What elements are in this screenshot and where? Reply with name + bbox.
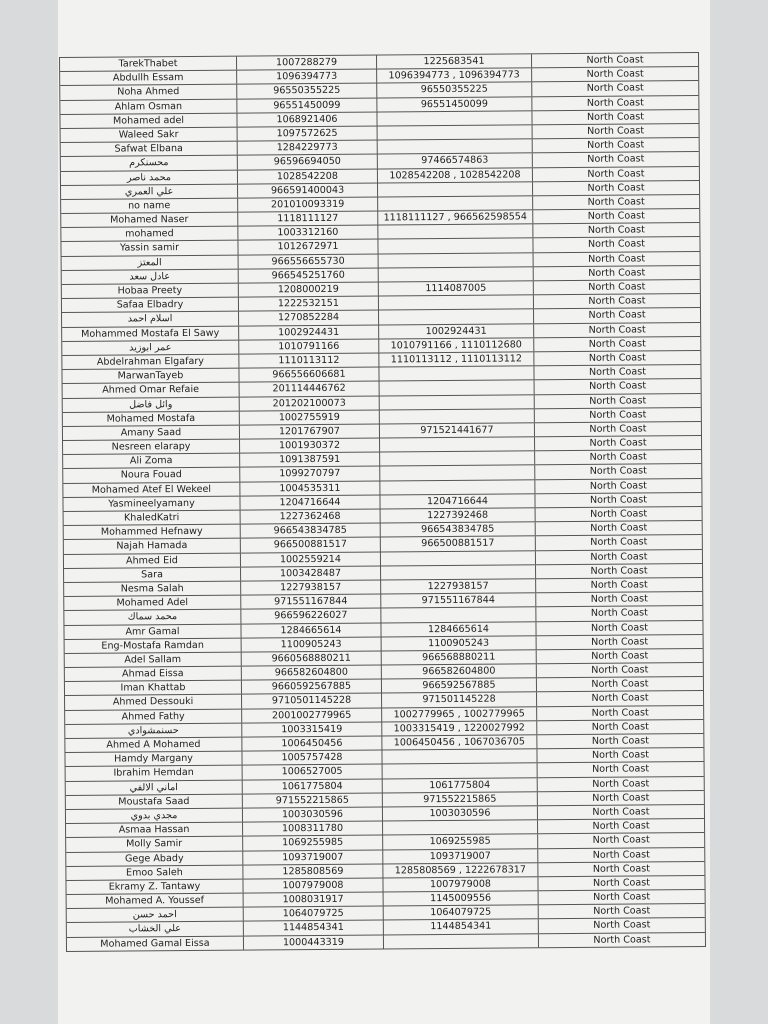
primary-phone-cell: 1003030596 [242,807,382,821]
secondary-phone-cell: 971551167844 [380,593,535,607]
area-cell: North Coast [535,535,702,549]
primary-phone-cell: 1006527005 [242,765,382,779]
primary-phone-cell: 1028542208 [237,169,377,183]
contact-name-cell: Mohamed Mostafa [106,412,196,425]
secondary-phone-cell [379,452,534,466]
primary-phone-cell: 1010791166 [238,339,378,353]
primary-phone-cell: 1002755919 [239,410,379,424]
secondary-phone-cell: 966592567885 [381,679,536,693]
contact-name-cell: Noura Fouad [120,469,182,481]
contact-name-cell: Mohamed adel [112,114,185,127]
primary-phone-cell: 9710501145228 [241,694,381,708]
area-cell: North Coast [532,181,699,195]
area-cell: North Coast [533,337,700,351]
contact-name-cell: Nesreen elarapy [111,441,191,453]
primary-phone-cell: 96550355225 [236,84,376,98]
contact-name-cell: Eng-Mostafa Ramdan [101,639,204,652]
primary-phone-cell: 1061775804 [242,779,382,793]
secondary-phone-cell: 971521441677 [379,423,534,437]
area-cell: North Coast [538,904,705,918]
area-cell: North Coast [533,365,700,379]
primary-phone-cell: 1110113112 [238,353,378,367]
secondary-phone-cell [379,409,534,423]
primary-phone-cell: 1012672971 [237,240,377,254]
primary-phone-cell: 1201767907 [239,424,379,438]
contact-name-cell: MarwanTayeb [117,370,184,382]
secondary-phone-cell: 1003315419 , 1220027992 [381,721,536,735]
area-cell: North Coast [537,805,704,819]
area-cell: North Coast [533,266,700,280]
secondary-phone-cell: 1028542208 , 1028542208 [377,168,532,182]
primary-phone-cell: 1096394773 [236,70,376,84]
secondary-phone-cell [380,565,535,579]
area-cell: North Coast [537,791,704,805]
contact-name-cell: Mohamed Adel [116,597,189,609]
secondary-phone-cell: 1006450456 , 1067036705 [381,735,536,749]
secondary-phone-cell [383,934,538,948]
contact-name-cell: mohamed [125,228,174,240]
secondary-phone-cell: 1144854341 [383,920,538,934]
contact-name-cell: Ahmed Dessouki [112,696,194,709]
secondary-phone-cell: 96550355225 [376,83,531,97]
primary-phone-cell: 1003428487 [240,566,380,580]
area-cell: North Coast [535,550,702,564]
secondary-phone-cell [379,381,534,395]
primary-phone-cell: 96596694050 [237,155,377,169]
area-cell: North Coast [537,876,704,890]
contact-name-cell: Adel Sallam [124,653,182,666]
secondary-phone-cell [378,267,533,281]
contact-name-cell: عمر ابوزيد [129,341,172,354]
secondary-phone-cell: 1002924431 [378,324,533,338]
secondary-phone-cell: 97466574863 [377,154,532,168]
contact-name-cell: Mohamed A. Youssef [105,894,205,907]
primary-phone-cell: 971552215865 [242,793,382,807]
primary-phone-cell: 1100905243 [241,637,381,651]
secondary-phone-cell: 1227938157 [380,579,535,593]
secondary-phone-cell: 966582604800 [381,664,536,678]
contact-name-cell: Mohamed Naser [110,214,189,226]
contact-name-cell: Ahmed Eid [125,554,178,567]
primary-phone-cell: 1064079725 [243,907,383,921]
secondary-phone-cell: 96551450099 [376,97,531,111]
secondary-phone-cell: 1225683541 [376,54,531,68]
area-cell: North Coast [537,862,704,876]
secondary-phone-cell [379,480,534,494]
contact-name-cell: علي العمري [124,185,174,198]
area-cell: North Coast [535,564,702,578]
secondary-phone-cell: 966500881517 [380,537,535,551]
primary-phone-cell: 1222532151 [238,297,378,311]
primary-phone-cell: 966582604800 [241,666,381,680]
secondary-phone-cell [376,111,531,125]
area-cell: North Coast [535,620,702,634]
area-cell: North Coast [537,833,704,847]
secondary-phone-cell: 1002779965 , 1002779965 [381,707,536,721]
area-cell: North Coast [536,649,703,663]
contact-name-cell: محمد سماك [127,611,178,623]
contact-name-cell: Amr Gamal [125,625,180,637]
contact-name-cell: TarekThabet [118,58,178,70]
area-cell: North Coast [536,635,703,649]
primary-phone-cell: 1091387591 [239,453,379,467]
primary-phone-cell: 1000443319 [243,935,383,949]
secondary-phone-cell: 1285808569 , 1222678317 [382,863,537,877]
secondary-phone-cell: 971552215865 [382,792,537,806]
area-cell: North Coast [533,351,700,365]
contact-name-cell: Safaa Elbadry [116,299,184,311]
contact-name-cell: عادل سعد [129,270,171,283]
primary-phone-cell: 971551167844 [240,595,380,609]
primary-phone-cell: 1068921406 [236,112,376,126]
area-cell: North Coast [534,493,701,507]
area-cell: North Coast [538,933,705,947]
secondary-phone-cell: 1284665614 [380,622,535,636]
secondary-phone-cell [380,551,535,565]
area-cell: North Coast [536,691,703,705]
secondary-phone-cell [377,196,532,210]
contact-name-cell: Mohamed Gamal Eissa [100,937,210,950]
secondary-phone-cell: 1145009556 [383,891,538,905]
contact-name-cell: Noha Ahmed [117,86,180,98]
area-cell: North Coast [534,408,701,422]
primary-phone-cell: 1118111127 [237,212,377,226]
secondary-phone-cell [378,310,533,324]
contact-name-cell: Mohammed Mostafa El Sawy [81,327,220,340]
contact-name-cell: Amany Saad [120,426,182,439]
primary-phone-cell: 1003315419 [241,722,381,736]
secondary-phone-cell: 1100905243 [381,636,536,650]
area-cell: North Coast [531,81,698,95]
area-cell: North Coast [532,166,699,180]
area-cell: North Coast [533,323,700,337]
area-cell: North Coast [535,507,702,521]
secondary-phone-cell [379,466,534,480]
primary-phone-cell: 966591400043 [237,183,377,197]
secondary-phone-cell [381,749,536,763]
contact-name-cell: Moustafa Saad [118,795,190,808]
contact-name-cell: Asmaa Hassan [118,824,190,836]
secondary-phone-cell: 1007979008 [382,877,537,891]
contact-name-cell: no name [128,200,171,212]
contact-name-cell: علي الخشاب [128,923,182,935]
area-cell: North Coast [533,252,700,266]
primary-phone-cell: 1006450456 [241,736,381,750]
area-cell: North Coast [532,152,699,166]
area-cell: North Coast [534,479,701,493]
contact-name-cell: Najah Hamada [116,540,188,552]
primary-phone-cell: 1003312160 [237,226,377,240]
contact-name-cell: Ibrahim Hemdan [113,767,194,779]
contact-name-cell: Ali Zoma [129,455,173,467]
area-cell: North Coast [536,706,703,720]
contact-name-cell: Yassin samir [119,242,180,254]
primary-phone-cell: 1002559214 [240,552,380,566]
secondary-phone-cell [377,139,532,153]
area-cell: North Coast [534,379,701,393]
primary-phone-cell: 9660592567885 [241,680,381,694]
primary-phone-cell: 1270852284 [238,311,378,325]
area-cell: North Coast [536,720,703,734]
secondary-phone-cell: 1204716644 [379,494,534,508]
primary-phone-cell: 1005757428 [241,751,381,765]
secondary-phone-cell: 1227392468 [380,508,535,522]
area-cell: North Coast [532,209,699,223]
contact-name-cell: حسنمشوادي [127,724,179,737]
contact-name-cell: Iman Khattab [120,682,186,694]
secondary-phone-cell: 1010791166 , 1110112680 [378,338,533,352]
area-cell: North Coast [538,918,705,932]
contact-name-cell: المعتز [137,256,162,269]
area-cell: North Coast [535,578,702,592]
secondary-phone-cell [378,295,533,309]
contact-name-cell: Ahmad Eissa [121,668,184,680]
primary-phone-cell: 1144854341 [243,921,383,935]
contact-name-cell: Hobaa Preety [117,285,183,297]
area-cell: North Coast [536,677,703,691]
primary-phone-cell: 1204716644 [239,495,379,509]
secondary-phone-cell: 971501145228 [381,693,536,707]
contact-name-cell: KhaledKatri [123,512,180,524]
secondary-phone-cell [377,225,532,239]
secondary-phone-cell: 1118111127 , 966562598554 [377,210,532,224]
primary-phone-cell: 1001930372 [239,439,379,453]
primary-phone-cell: 201202100073 [239,396,379,410]
area-cell: North Coast [536,734,703,748]
area-cell: North Coast [532,195,699,209]
primary-phone-cell: 1007288279 [236,56,376,70]
secondary-phone-cell: 1061775804 [382,778,537,792]
area-cell: North Coast [536,663,703,677]
contact-name-cell: Molly Samir [126,838,183,850]
area-cell: North Coast [535,592,702,606]
primary-phone-cell: 966500881517 [240,538,380,552]
primary-phone-cell: 966596226027 [240,609,380,623]
secondary-phone-cell: 1114087005 [378,281,533,295]
contact-name-cell: Yasmineelyamany [108,497,195,510]
area-cell: North Coast [532,237,699,251]
secondary-phone-cell [377,125,532,139]
primary-phone-cell: 1004535311 [239,481,379,495]
area-cell: North Coast [537,819,704,833]
primary-phone-cell: 96551450099 [236,98,376,112]
primary-phone-cell: 2001002779965 [241,708,381,722]
area-cell: North Coast [533,280,700,294]
primary-phone-cell: 966543834785 [240,524,380,538]
area-cell: North Coast [531,110,698,124]
secondary-phone-cell: 1093719007 [382,849,537,863]
primary-phone-cell: 1093719007 [242,850,382,864]
contact-name-cell: Abdelrahman Elgafary [96,355,205,368]
contact-name-cell: Ahmed Fathy [121,710,185,723]
secondary-phone-cell: 966568880211 [381,650,536,664]
primary-phone-cell: 1099270797 [239,467,379,481]
primary-phone-cell: 9660568880211 [241,651,381,665]
secondary-phone-cell [379,437,534,451]
area-cell: North Coast [538,890,705,904]
contact-name-cell: Nesma Salah [120,582,184,595]
primary-phone-cell: 1008031917 [243,893,383,907]
contact-name-cell: Ahmed A Mohamed [106,738,201,751]
contact-name-cell: اسلام احمد [127,313,173,325]
area-cell: North Coast [535,521,702,535]
primary-phone-cell: 1284229773 [237,141,377,155]
secondary-phone-cell [378,253,533,267]
area-cell: North Coast [534,436,701,450]
primary-phone-cell: 1227362468 [240,509,380,523]
primary-phone-cell: 201010093319 [237,197,377,211]
area-cell: North Coast [532,138,699,152]
secondary-phone-cell: 1069255985 [382,835,537,849]
contact-table [59,52,706,952]
primary-phone-cell: 966545251760 [238,268,378,282]
secondary-phone-cell [377,239,532,253]
area-cell: North Coast [536,748,703,762]
primary-phone-cell: 1285808569 [242,864,382,878]
area-cell: North Coast [534,464,701,478]
primary-phone-cell: 1007979008 [242,878,382,892]
area-cell: North Coast [537,847,704,861]
secondary-phone-cell [378,366,533,380]
secondary-phone-cell: 1110113112 , 1110113112 [378,352,533,366]
contact-name-cell: محسنكرم [129,157,169,169]
contact-name-cell: محمد ناصر [126,171,171,183]
primary-phone-cell: 1208000219 [238,283,378,297]
secondary-phone-cell [380,608,535,622]
area-cell: North Coast [537,777,704,791]
primary-phone-cell: 201114446762 [239,382,379,396]
contact-name-cell: Waleed Sakr [118,129,179,141]
area-cell: North Coast [533,308,700,322]
primary-phone-cell: 1002924431 [238,325,378,339]
primary-phone-cell: 1284665614 [240,623,380,637]
secondary-phone-cell [379,395,534,409]
contact-name-cell: Gege Abady [124,852,184,865]
contact-name-cell: Ahmed Omar Refaie [102,384,200,396]
primary-phone-cell: 1069255985 [242,836,382,850]
area-cell: North Coast [534,422,701,436]
contact-name-cell: Hamdy Margany [114,753,194,765]
secondary-phone-cell [382,764,537,778]
contact-name-cell: Mohammed Hefnawy [100,526,203,538]
contact-name-cell: Ekramy Z. Tantawy [108,880,201,893]
contact-name-cell: Sara [141,568,164,581]
area-cell: North Coast [531,67,698,81]
area-cell: North Coast [533,294,700,308]
area-cell: North Coast [537,762,704,776]
area-cell: North Coast [531,96,698,110]
secondary-phone-cell [377,182,532,196]
area-cell: North Coast [535,606,702,620]
primary-phone-cell: 1097572625 [237,126,377,140]
area-cell: North Coast [532,124,699,138]
contact-name-cell: مجدي بدوي [130,810,178,822]
contact-name-cell: Emoo Saleh [125,866,183,879]
contact-name-cell: Mohamed Atef El Wekeel [91,483,212,496]
contact-name-cell: احمد حسن [132,909,177,921]
area-cell: North Coast [532,223,699,237]
area-cell: North Coast [534,393,701,407]
primary-phone-cell: 966556606681 [238,368,378,382]
secondary-phone-cell: 966543834785 [380,522,535,536]
contact-name-cell: Safwat Elbana [114,143,183,155]
area-cell: North Coast [531,53,698,67]
secondary-phone-cell: 1064079725 [383,906,538,920]
primary-phone-cell: 1008311780 [242,822,382,836]
primary-phone-cell: 966556655730 [238,254,378,268]
contact-name-cell: Abdullh Essam [112,72,184,84]
contact-name-cell: اماني الالفي [129,781,178,794]
contact-name-cell: وائل فاضل [129,398,173,410]
secondary-phone-cell: 1096394773 , 1096394773 [376,68,531,82]
contact-name-cell: Ahlam Osman [114,100,183,113]
secondary-phone-cell [382,820,537,834]
area-cell: North Coast [534,450,701,464]
primary-phone-cell: 1227938157 [240,580,380,594]
secondary-phone-cell: 1003030596 [382,806,537,820]
